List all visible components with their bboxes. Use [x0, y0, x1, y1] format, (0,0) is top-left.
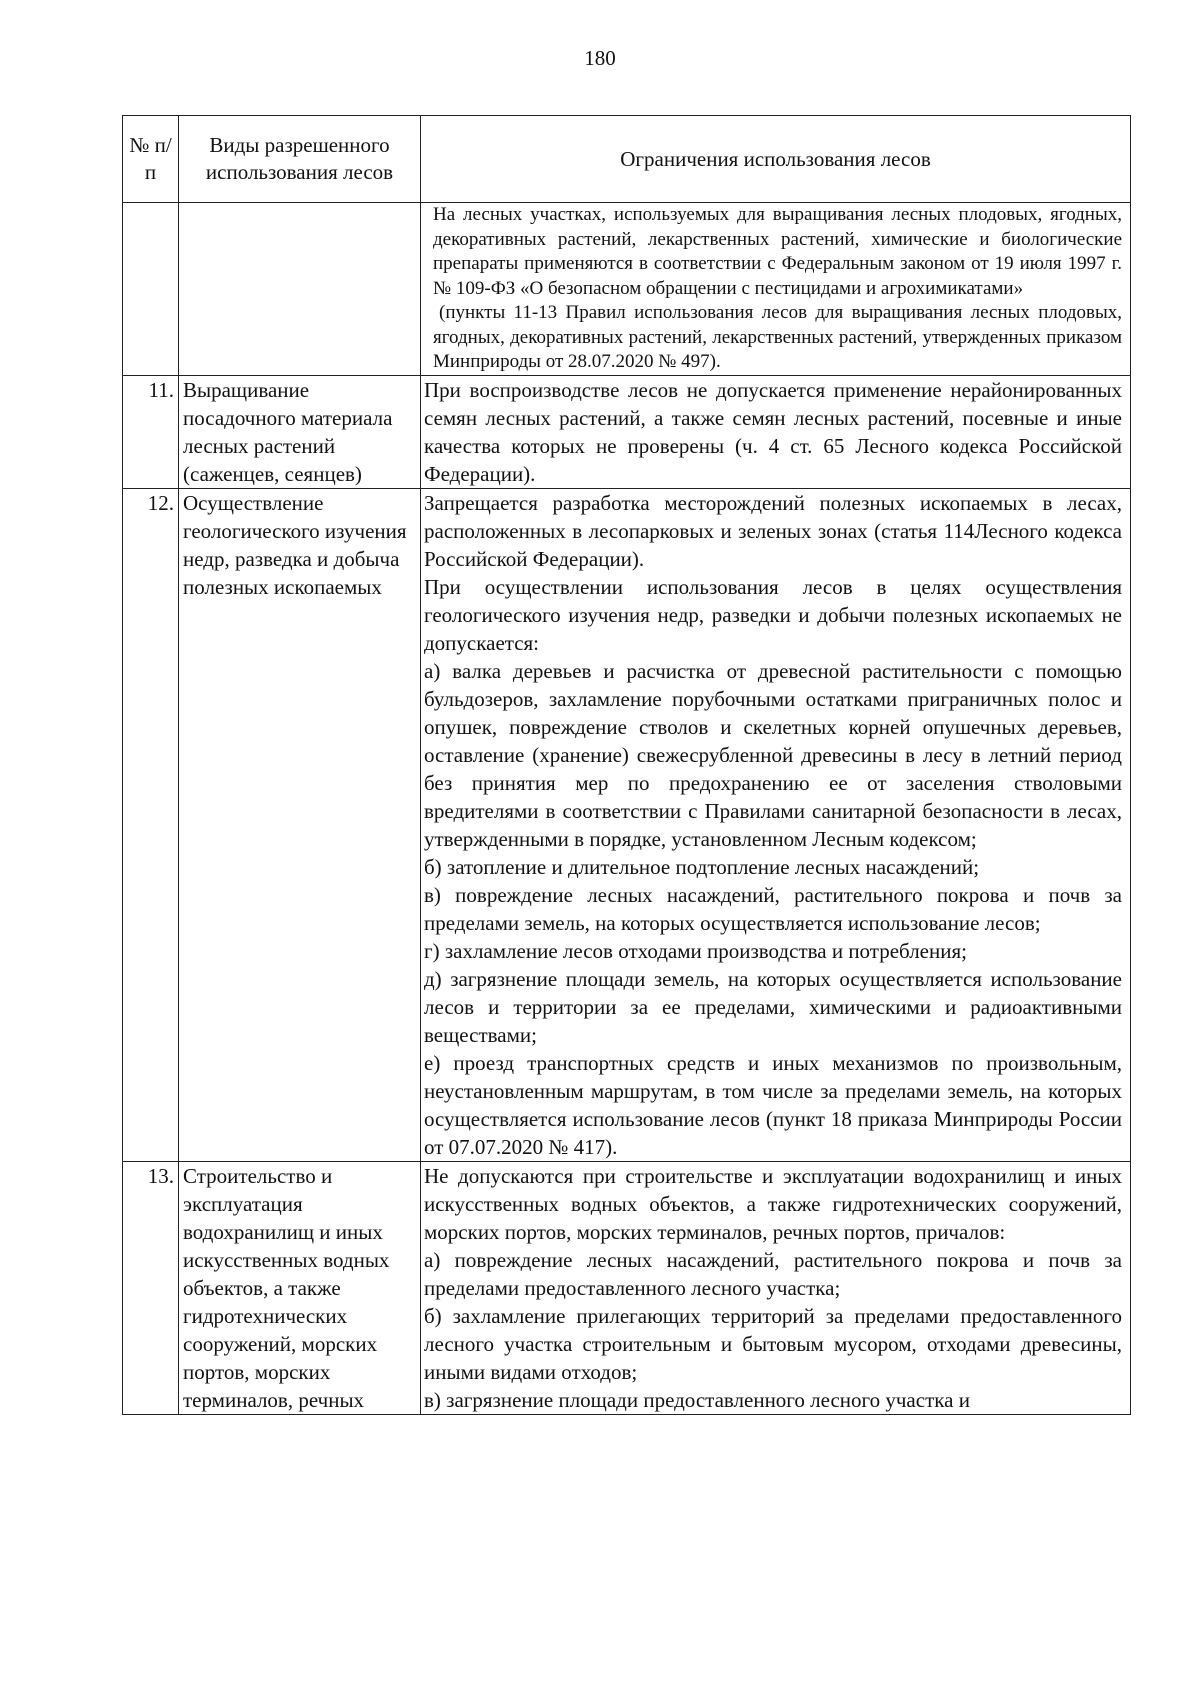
row-kind: Строительство и эксплуатация водохранилищ и иных искусственных водных объектов, а также гидротехнических сооружений, морских портов, морских терминалов, речных	[179, 1161, 421, 1414]
restriction-paragraph: е) проезд транспортных средств и иных механизмов по произвольным, неустановленным маршрутам, в том числе за пределами земель, на которых осуществляется использование лесов (пункт 18 приказа Минприроды России от 07.07.2020 № 417).	[424, 1050, 1122, 1159]
restriction-paragraph: в) загрязнение площади предоставленного лесного участка и	[424, 1387, 970, 1412]
row-kind-empty	[179, 203, 421, 376]
row-restrictions	[421, 1161, 1131, 1414]
header-number: № п/п	[123, 116, 179, 203]
row-number: 13.	[123, 1161, 179, 1414]
restrictions-table	[122, 115, 1131, 1415]
restriction-paragraph: а) повреждение лесных насаждений, растительного покрова и почв за пределами предоставленного лесного участка;	[424, 1247, 1122, 1300]
restriction-paragraph: б) захламление прилегающих территорий за пределами предоставленного лесного участка строительным и бытовым мусором, отходами древесины, иными видами отходов;	[424, 1303, 1122, 1384]
restriction-paragraph: в) повреждение лесных насаждений, растительного покрова и почв за пределами земель, на которых осуществляется использование лесов;	[424, 882, 1122, 935]
row-restrictions	[421, 375, 1131, 488]
header-restrictions: Ограничения использования лесов	[421, 116, 1131, 203]
page-number: 180	[584, 46, 616, 70]
table-header-row	[123, 116, 1131, 203]
table-row	[123, 375, 1131, 488]
restriction-paragraph: Не допускаются при строительстве и эксплуатации водохранилищ и иных искусственных водных объектов, а также гидротехнических сооружений, морских портов, морских терминалов, речных портов, причалов:	[424, 1163, 1122, 1244]
row-kind: Выращивание посадочного материала лесных растений (саженцев, сеянцев)	[179, 375, 421, 488]
restriction-paragraph: а) валка деревьев и расчистка от древесной растительности с помощью бульдозеров, захламление порубочными остатками приграничных полос и опушек, повреждение стволов и скелетных корней опушечных деревьев, оставление (хранение) свежесрубленной древесины в лесу в летний период без принятия мер по предохранению ее от заселения стволовыми вредителями в соответствии с Правилами санитарной безопасности в лесах, утвержденными в порядке, установленном Лесным кодексом;	[424, 658, 1122, 851]
row-number: 11.	[123, 375, 179, 488]
table-row	[123, 488, 1131, 1161]
row-number: 12.	[123, 488, 179, 1161]
row-restrictions	[421, 488, 1131, 1161]
restriction-paragraph: г) захламление лесов отходами производства и потребления;	[424, 938, 967, 963]
restriction-paragraph: При воспроизводстве лесов не допускается применение нерайонированных семян лесных растений, а также семян лесных растений, посевные и иные качества которых не проверены (ч. 4 ст. 65 Лесного кодекса Российской Федерации).	[424, 377, 1122, 486]
row-restrictions	[421, 203, 1131, 376]
row-number-empty	[123, 203, 179, 376]
restriction-paragraph: д) загрязнение площади земель, на которых осуществляется использование лесов и территории за ее пределами, химическими и радиоактивными веществами;	[424, 966, 1122, 1047]
table-row	[123, 1161, 1131, 1414]
restriction-paragraph: На лесных участках, используемых для выращивания лесных плодовых, ягодных, декоративных растений, лекарственных растений, химические и биологические препараты применяются в соответствии с Федеральным законом от 19 июля 1997 г. № 109-ФЗ «О безопасном обращении с пестицидами и агрохимикатами»	[433, 204, 1122, 299]
restriction-paragraph: б) затопление и длительное подтопление лесных насаждений;	[424, 854, 980, 879]
table-row-continuation	[123, 203, 1131, 376]
row-kind: Осуществление геологического изучения недр, разведка и добыча полезных ископаемых	[179, 488, 421, 1161]
restriction-paragraph: Запрещается разработка месторождений полезных ископаемых в лесах, расположенных в лесопарковых и зеленых зонах (статья 114Лесного кодекса Российской Федерации).	[424, 490, 1122, 571]
restriction-paragraph: При осуществлении использования лесов в целях осуществления геологического изучения недр, разведки и добычи полезных ископаемых не допускается:	[424, 574, 1122, 655]
header-kind: Виды разрешенного использования лесов	[179, 116, 421, 203]
restriction-paragraph: (пункты 11-13 Правил использования лесов для выращивания лесных плодовых, ягодных, декоративных растений, лекарственных растений, утвержденных приказом Минприроды от 28.07.2020 № 497).	[433, 302, 1122, 372]
